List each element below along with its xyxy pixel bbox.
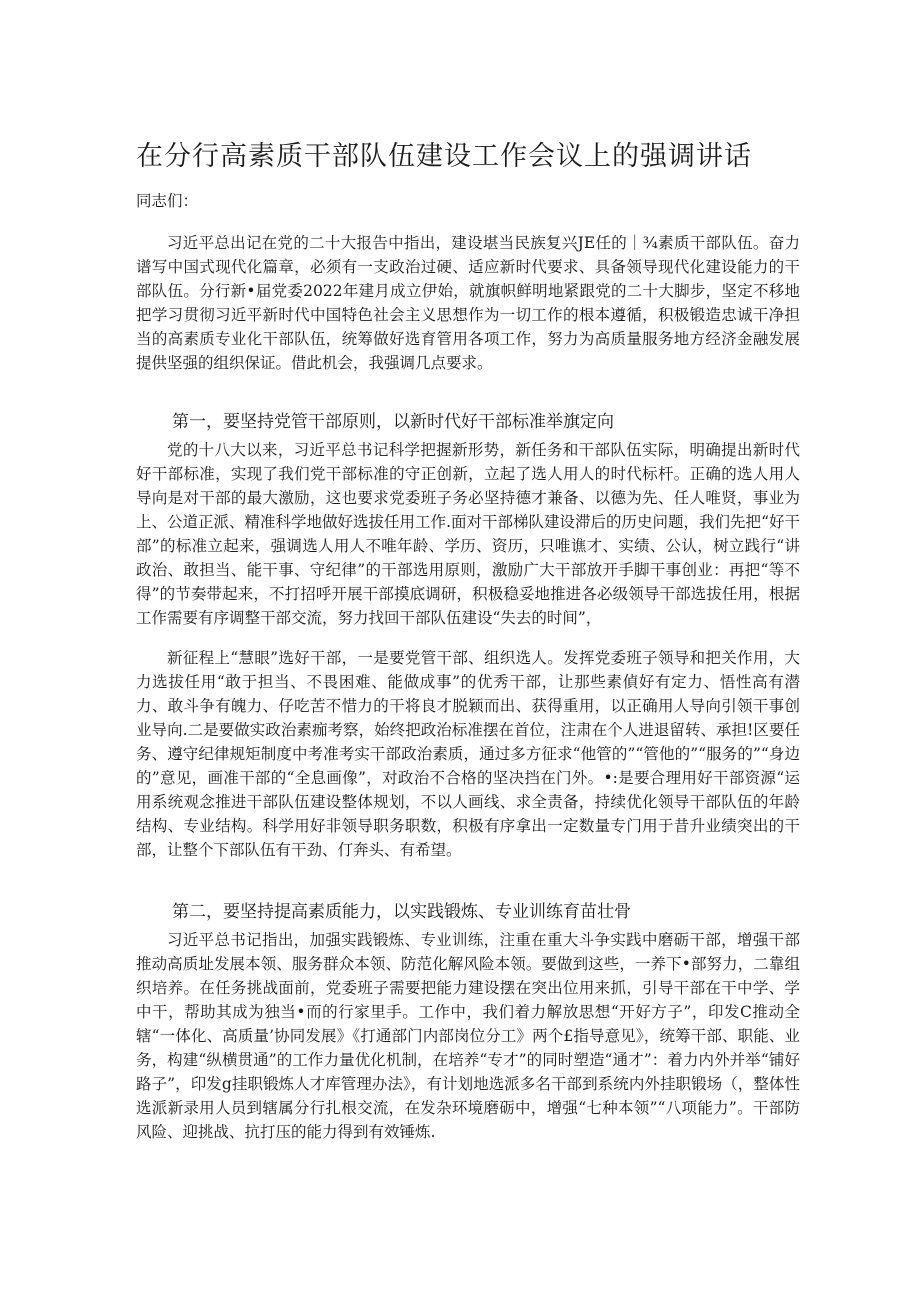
- paragraph-section1-a: 党的十八大以来，习近平总书记科学把握新形势，新任务和干部队伍实际，明确提出新时代好干部标准，实现了我们党干部标准的守正创新，立起了选人用人的时代标杆。正确的选人用人导向是对干部的最大激励，这也要求党委班子务必坚持德才兼备、以德为先、任人唯贤，事业为上、公道正派、精准科学地做好选拔任用工作.面对干部梯队建设滞后的历史问题，我们先把“好干部”的标准立起来，强调选人用人不唯年龄、学历、资历，只唯谯才、实绩、公认，树立践行“讲政治、敢担当、能干事、守纪律”的干部选用原则，激励广大干部放开手脚干事创业：再把“等不得”的节奏带起来，不打招呼开展干部摸底调研，积极稳妥地推进各必级领导干部选拔任用，根据工作需要有序调整干部交流，努力找回干部队伍建设“失去的时间”，: [136, 441, 800, 627]
- section-heading-second: 第二，要坚持提高素质能力，以实践锻炼、专业训练育苗壮骨: [172, 902, 631, 922]
- document-title: 在分行高素质干部队伍建设工作会议上的强调讲话: [136, 141, 752, 172]
- paragraph-section2: 习近平总书记指出，加强实践锻炼、专业训练，注重在重大斗争实践中磨砺干部，增强干部推动高质址发展本领、服务群众本领、防范化解风险本领。要做到这些，一养下•部努力，二靠组织培养。在任务挑战面前，党委班子需要把能力建设摆在突出位用来抓，引导干部在干中学、学中干，帮助其成为独当•而的行家里手。工作中，我们着力解放思想“开好方子”，印发C推动全辖“一体化、高质量’协同发展》《打通部门内部岗位分工》两个£指导意见》，统筹干部、职能、业务，构建“纵横贯通”的工作力量优化机制，在培养“专才”的同时塑造“通才”：着力内外并举“铺好路子”，印发g挂职锻炼人才库管理办法》，有计划地选派多名干部到系统内外挂职锻场（，整体性选派新录用人员到辖属分行扎根交流，在发杂环境磨砺中，增强“七种本领”“八项能力”。干部防风险、迎挑战、抗打压的能力得到有效锤炼.: [136, 931, 800, 1141]
- section-heading-first: 第一，要坚持党管干部原则，以新时代好干部标准举旗定向: [172, 412, 614, 432]
- salutation: 同志们：: [136, 192, 199, 210]
- paragraph-intro: 习近平总出记在党的二十大报告中指出，建设堪当民族复兴JE任的｜¾素质干部队伍。奋力谱写中国式现代化篇章，必须有一支政治过硬、适应新时代要求、具备领导现代化建设能力的干部队伍。分行新•届党委2022年建月成立伊始，就旗帜鲜明地紧跟党的二十大脚步，坚定不移地把学习贯彻习近平新时代中国特色社会主义思想作为一切工作的根本遵循，积极锻造忠诚干净担当的高素质专业化干部队伍，统筹做好选育管用各项工作，努力为高质量服务地方经济金融发展提供坚强的组织保证。借此机会，我强调几点要求。: [136, 234, 800, 372]
- paragraph-section1-b: 新征程上“慧眼”选好干部，一是要党管干部、组织选人。发挥党委班子领导和把关作用，大力选拔任用“敢于担当、不畏困难、能做成事”的优秀干部，让那些素偵好有定力、悟性高有潜力、敢斗争有魄力、仔吃苦不惜力的干将良才脱颖而出、获得重用，以正确用人导向引领干事创业导向.二是要做实政治素痂考察，始终把政治标准摆在首位，注肃在个人进退留转、承担!区要任务、遵守纪律规矩制度中考准考实干部政治素质，通过多方征求“他管的”“管他的”“服务的”“身边的”意见，画准干部的“全息画像”，对政治不合格的坚决挡在门外。•:是要合理用好干部资源“运用系统观念推进干部队伍建设整体规划，不以人画线、求全责备，持续优化领导干部队伍的年龄结构、专业结构。科学用好非领导职务职数，积极有序拿出一定数量专门用于昔升业绩突出的干部，让整个下部队伍有干劲、仃奔头、有希望。: [136, 649, 800, 859]
